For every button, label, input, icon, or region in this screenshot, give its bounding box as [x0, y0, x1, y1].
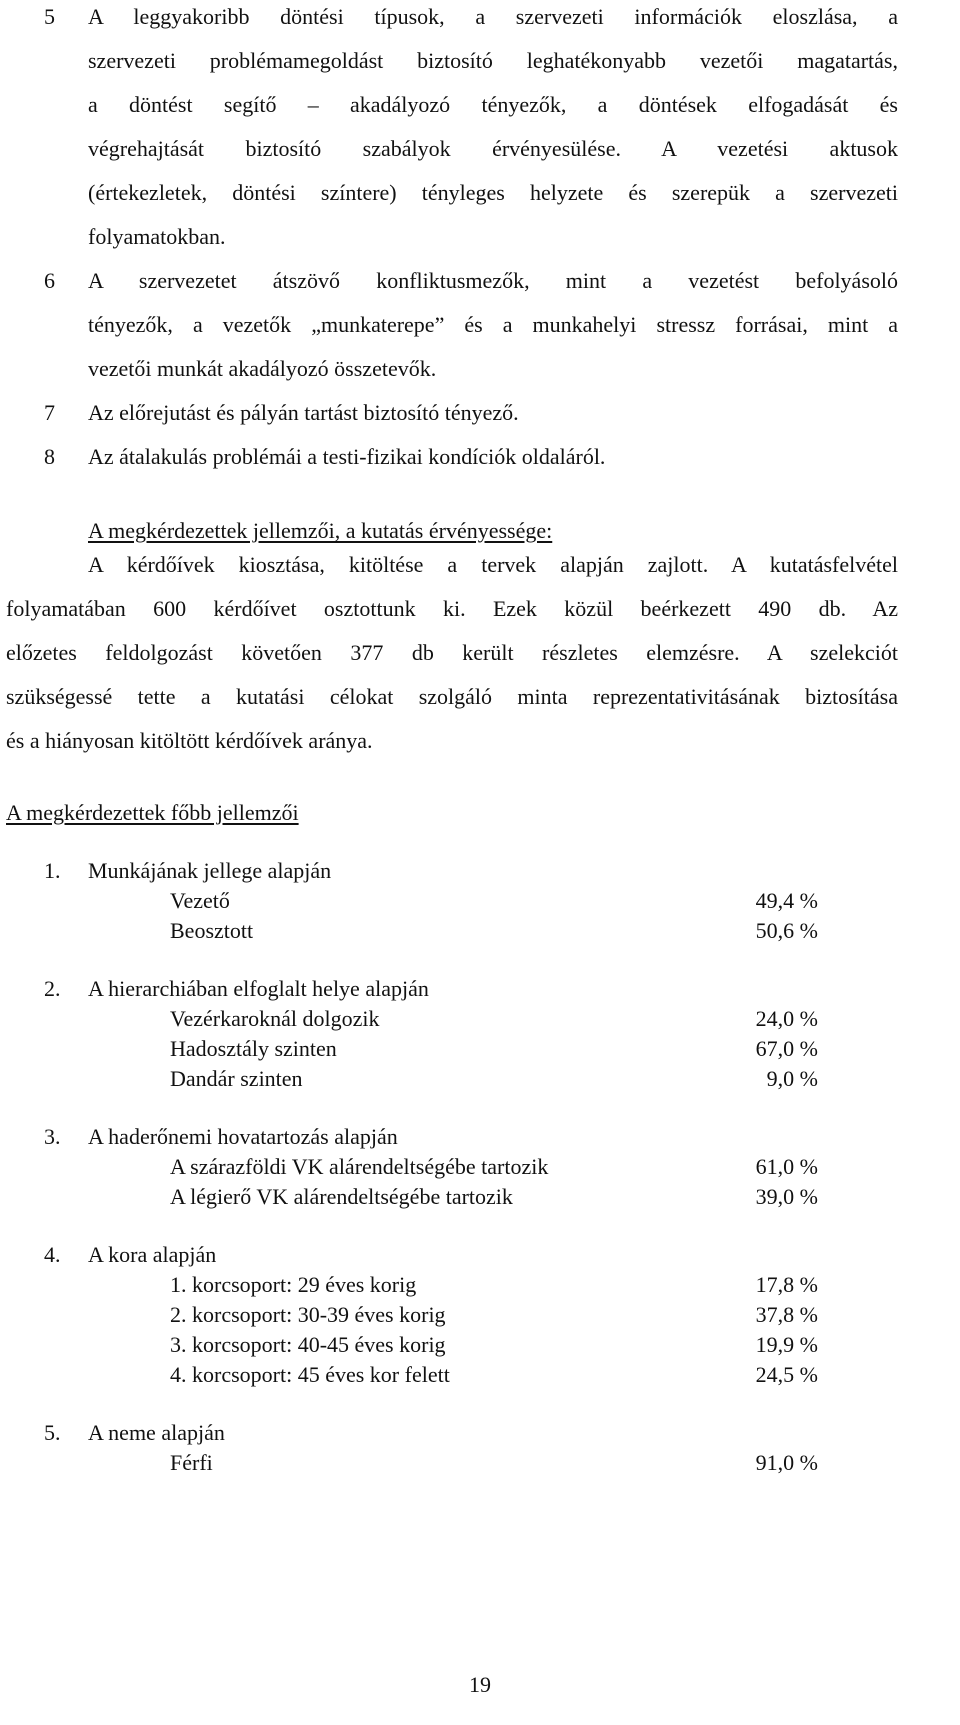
row-value: 9,0 % [766, 1066, 818, 1091]
item-line: vezetői munkát akadályozó összetevők. [88, 356, 437, 381]
row-label: 4. korcsoport: 45 éves kor felett [170, 1362, 450, 1387]
characteristics-heading: A megkérdezettek főbb jellemzői [6, 800, 299, 825]
row-label: 1. korcsoport: 29 éves korig [170, 1272, 417, 1297]
section-title: A neme alapján [88, 1420, 225, 1445]
paragraph-line: A kérdőívek kiosztása, kitöltése a tervek alapján zajlott. A kutatásfelvétel [88, 552, 898, 577]
section-number: 3. [44, 1124, 61, 1149]
row-label: 3. korcsoport: 40-45 éves korig [170, 1332, 446, 1357]
row-value: 91,0 % [755, 1450, 818, 1475]
row-label: Dandár szinten [170, 1066, 303, 1091]
row-label: Férfi [170, 1450, 213, 1475]
item-number: 6 [44, 268, 55, 293]
row-label: Beosztott [170, 918, 254, 943]
item-line: Az előrejutást és pályán tartást biztosító tényező. [88, 400, 519, 425]
row-value: 67,0 % [755, 1036, 818, 1061]
section-title: Munkájának jellege alapján [88, 858, 332, 883]
section-number: 5. [44, 1420, 61, 1445]
item-line: folyamatokban. [88, 224, 226, 249]
paragraph-line: és a hiányosan kitöltött kérdőívek aránya. [6, 728, 373, 753]
item-line: szervezeti problémamegoldást biztosító leghatékonyabb vezetői magatartás, [88, 48, 898, 73]
section-title: A haderőnemi hovatartozás alapján [88, 1124, 398, 1149]
row-value: 49,4 % [755, 888, 818, 913]
item-line: A szervezetet átszövő konfliktusmezők, mint a vezetést befolyásoló [88, 268, 898, 293]
respondents-heading: A megkérdezettek jellemzői, a kutatás érvényessége: [88, 518, 553, 543]
row-value: 61,0 % [755, 1154, 818, 1179]
paragraph-line: folyamatában 600 kérdőívet osztottunk ki. Ezek közül beérkezett 490 db. Az [6, 596, 898, 621]
item-line: (értekezletek, döntési színtere) tényleges helyzete és szerepük a szervezeti [88, 180, 898, 205]
paragraph-line: előzetes feldolgozást követően 377 db került részletes elemzésre. A szelekciót [6, 640, 898, 665]
item-line: a döntést segítő – akadályozó tényezők, a döntések elfogadását és [88, 92, 898, 117]
item-line: Az átalakulás problémái a testi-fizikai kondíciók oldaláról. [88, 444, 606, 469]
section-number: 4. [44, 1242, 61, 1267]
section-number: 1. [44, 858, 61, 883]
row-value: 17,8 % [755, 1272, 818, 1297]
section-number: 2. [44, 976, 61, 1001]
row-label: 2. korcsoport: 30-39 éves korig [170, 1302, 446, 1327]
item-line: A leggyakoribb döntési típusok, a szervezeti információk eloszlása, a [88, 4, 898, 29]
row-label: A légierő VK alárendeltségébe tartozik [170, 1184, 513, 1209]
item-line: tényezők, a vezetők „munkaterepe” és a munkahelyi stressz forrásai, mint a [88, 312, 898, 337]
item-number: 7 [44, 400, 55, 425]
item-number: 8 [44, 444, 55, 469]
row-label: A szárazföldi VK alárendeltségébe tartozik [170, 1154, 549, 1179]
row-value: 50,6 % [755, 918, 818, 943]
row-label: Hadosztály szinten [170, 1036, 337, 1061]
row-label: Vezérkaroknál dolgozik [170, 1006, 380, 1031]
row-value: 19,9 % [755, 1332, 818, 1357]
item-number: 5 [44, 4, 55, 29]
row-label: Vezető [170, 888, 230, 913]
page-number: 19 [469, 1672, 491, 1697]
row-value: 24,5 % [755, 1362, 818, 1387]
item-line: végrehajtását biztosító szabályok érvényesülése. A vezetési aktusok [88, 136, 898, 161]
row-value: 24,0 % [755, 1006, 818, 1031]
paragraph-line: szükségessé tette a kutatási célokat szolgáló minta reprezentativitásának biztosítása [6, 684, 898, 709]
section-title: A hierarchiában elfoglalt helye alapján [88, 976, 429, 1001]
section-title: A kora alapján [88, 1242, 217, 1267]
row-value: 39,0 % [755, 1184, 818, 1209]
row-value: 37,8 % [755, 1302, 818, 1327]
